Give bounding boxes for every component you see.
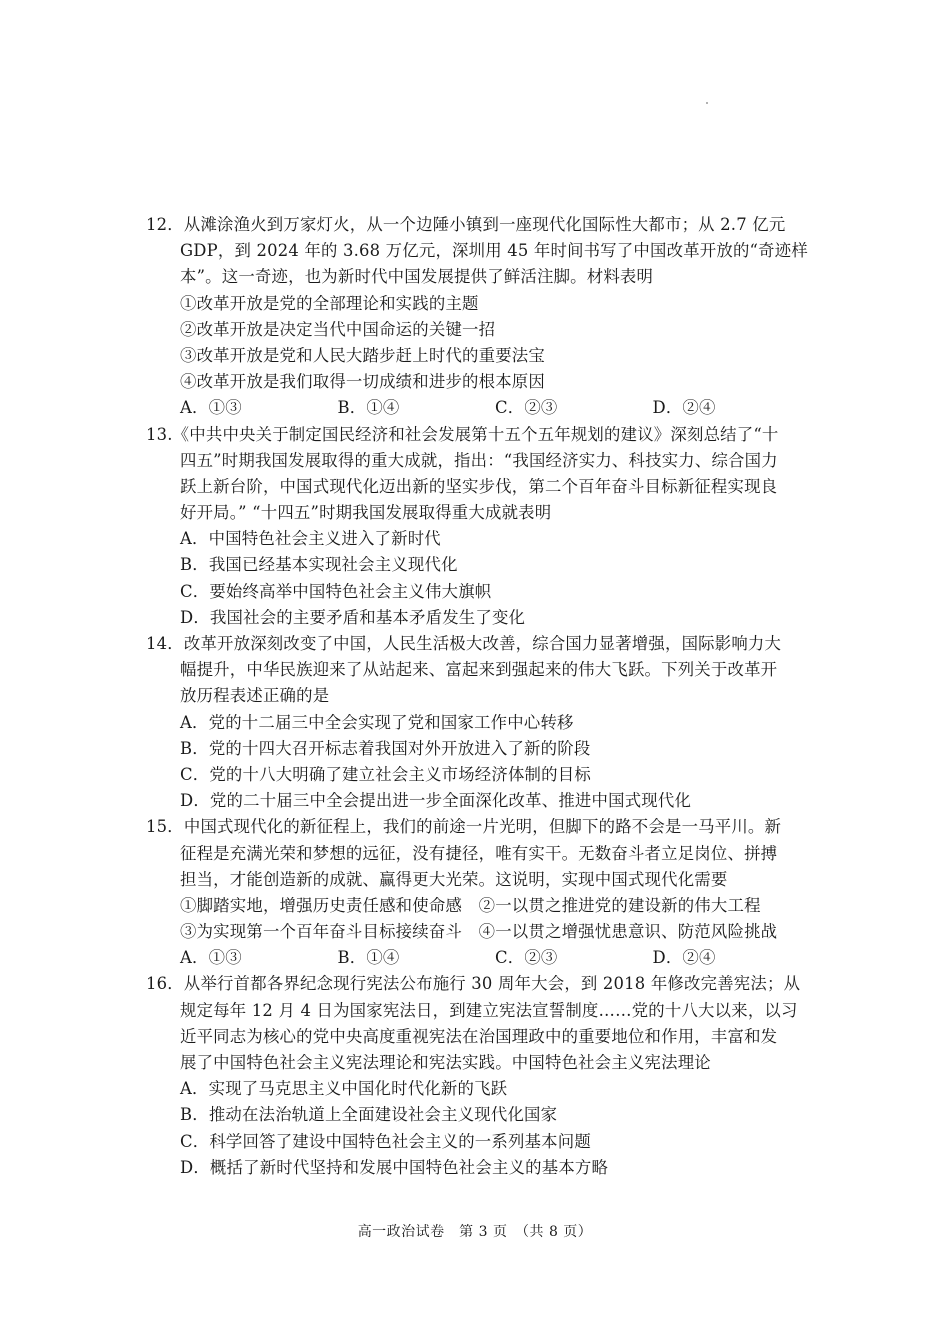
answer-option-b: B．①④ (337, 398, 400, 418)
statement-item: ③改革开放是党和人民大踏步赶上时代的重要法宝 (180, 345, 545, 365)
answer-option-a: A．实现了马克思主义中国化时代化新的飞跃 (180, 1079, 508, 1099)
answer-option-d: D．我国社会的主要矛盾和基本矛盾发生了变化 (180, 607, 526, 627)
answer-option-b: B．党的十四大召开标志着我国对外开放进入了新的阶段 (180, 738, 591, 758)
question-stem-line: 16．从举行首都各界纪念现行宪法公布施行 30 周年大会，到 2018 年修改完善宪法；从 (146, 974, 801, 994)
statement-item: ②改革开放是决定当代中国命运的关键一招 (180, 319, 496, 339)
answer-option-d: D．概括了新时代坚持和发展中国特色社会主义的基本方略 (180, 1157, 609, 1177)
question-list (146, 212, 810, 1181)
question-12 (146, 212, 810, 422)
question-15 (146, 814, 810, 971)
answer-option-d: D．②④ (652, 948, 716, 968)
answer-option-a: A．①③ (180, 398, 242, 418)
answer-options-row (146, 395, 810, 421)
question-stem-line: 14．改革开放深刻改变了中国，人民生活极大改善，综合国力显著增强，国际影响力大 (146, 634, 782, 653)
question-stem-line: 近平同志为核心的党中央高度重视宪法在治国理政中的重要地位和作用，丰富和发 (180, 1026, 778, 1046)
question-13 (146, 422, 810, 632)
question-stem-line: 展了中国特色社会主义宪法理论和宪法实践。中国特色社会主义宪法理论 (180, 1053, 711, 1072)
answer-option-c: C．科学回答了建设中国特色社会主义的一系列基本问题 (180, 1131, 591, 1151)
answer-option-c: C．②③ (495, 948, 558, 968)
question-14 (146, 631, 810, 814)
question-stem-line: 幅提升，中华民族迎来了从站起来、富起来到强起来的伟大飞跃。下列关于改革开 (180, 660, 778, 680)
statement-pair: ①脚踏实地，增强历史责任感和使命感 ②一以贯之推进党的建设新的伟大工程 (180, 895, 761, 915)
answer-option-d: D．②④ (652, 398, 716, 418)
question-stem-line: 跃上新台阶，中国式现代化迈出新的坚实步伐，第二个百年奋斗目标新征程实现良 (180, 476, 778, 496)
question-stem-line: 13.《中共中央关于制定国民经济和社会发展第十五个五年规划的建议》深刻总结了“十 (146, 424, 779, 444)
question-stem-line: 本”。这一奇迹，也为新时代中国发展提供了鲜活注脚。材料表明 (180, 267, 654, 287)
answer-option-b: B．推动在法治轨道上全面建设社会主义现代化国家 (180, 1105, 558, 1125)
statement-pair: ③为实现第一个百年奋斗目标接续奋斗 ④一以贯之增强忧患意识、防范风险挑战 (180, 922, 778, 942)
answer-options-row (146, 945, 810, 971)
question-stem-line: 担当，才能创造新的成就、赢得更大光荣。这说明，实现中国式现代化需要 (180, 869, 728, 889)
question-stem-line: 规定每年 12 月 4 日为国家宪法日，到建立宪法宣誓制度……党的十八大以来，以习 (180, 1000, 798, 1020)
answer-option-c: C．②③ (495, 398, 558, 418)
question-stem-line: GDP，到 2024 年的 3.68 万亿元，深圳用 45 年时间书写了中国改革开放的“奇迹样 (180, 241, 808, 261)
question-stem-line: 12．从滩涂渔火到万家灯火，从一个边陲小镇到一座现代化国际性大都市；从 2.7 亿元 (146, 215, 786, 234)
answer-option-a: A．中国特色社会主义进入了新时代 (180, 529, 441, 549)
answer-option-c: C．要始终高举中国特色社会主义伟大旗帜 (180, 581, 492, 601)
scan-speck (706, 102, 708, 104)
answer-option-d: D．党的二十届三中全会提出进一步全面深化改革、推进中国式现代化 (180, 791, 692, 811)
question-16 (146, 971, 810, 1181)
question-stem-line: 好开局。” “十四五”时期我国发展取得重大成就表明 (180, 503, 552, 523)
question-stem-line: 放历程表述正确的是 (180, 686, 330, 706)
page-footer: 高一政治试卷 第 3 页 （共 8 页） (357, 1224, 593, 1240)
statement-item: ④改革开放是我们取得一切成绩和进步的根本原因 (180, 372, 545, 392)
question-stem-line: 征程是充满光荣和梦想的远征，没有捷径，唯有实干。无数奋斗者立足岗位、拼搏 (180, 843, 778, 863)
answer-option-a: A．①③ (180, 948, 242, 968)
question-stem-line: 15．中国式现代化的新征程上，我们的前途一片光明，但脚下的路不会是一马平川。新 (146, 817, 782, 837)
answer-option-b: B．①④ (337, 948, 400, 968)
question-stem-line: 四五”时期我国发展取得的重大成就，指出：“我国经济实力、科技实力、综合国力 (180, 450, 778, 470)
answer-option-a: A．党的十二届三中全会实现了党和国家工作中心转移 (180, 712, 574, 732)
answer-option-b: B．我国已经基本实现社会主义现代化 (180, 555, 458, 575)
answer-option-c: C．党的十八大明确了建立社会主义市场经济体制的目标 (180, 764, 591, 784)
statement-item: ①改革开放是党的全部理论和实践的主题 (180, 293, 479, 313)
